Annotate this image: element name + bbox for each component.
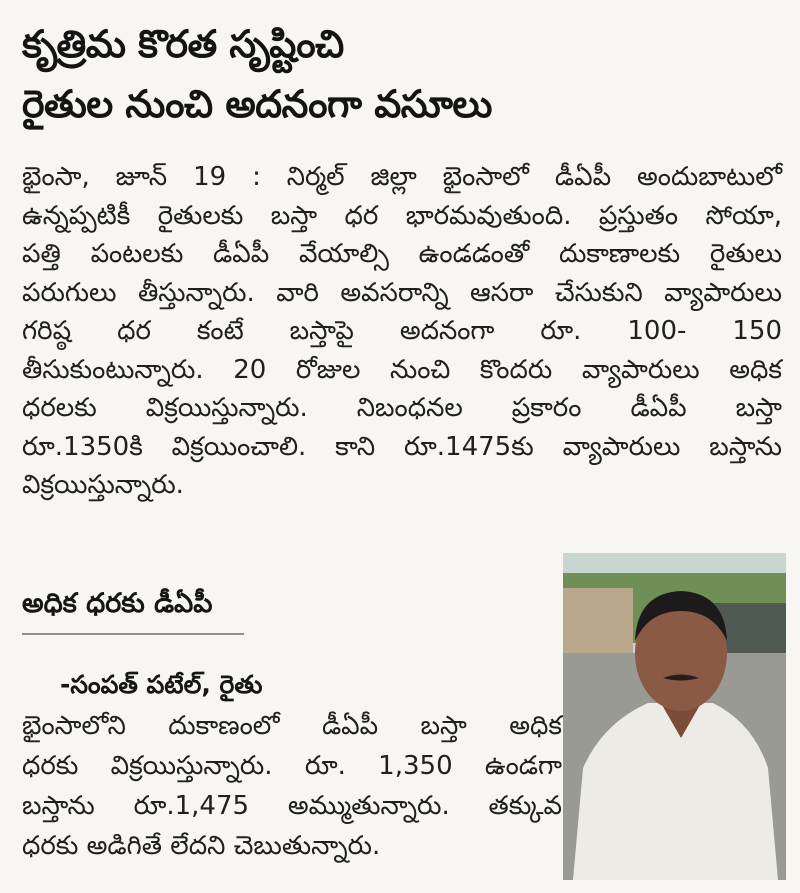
body-line: పత్తి పంటలకు డీఏపీ వేయాల్సి ఉండడంతో దుకాణాలకు రైతులు bbox=[22, 239, 782, 269]
subheading: అధిక ధరకు డీఏపీ bbox=[22, 588, 213, 619]
body-line: ఉన్నప్పటికీ రైతులకు బస్తా ధర భారమవుతుంది. ప్రస్తుతం సోయా, bbox=[22, 200, 782, 231]
body-line: పరుగులు తీస్తున్నారు. వారి అవసరాన్ని ఆసరా చేసుకుని వ్యాపారులు bbox=[22, 277, 782, 308]
farmer-photo bbox=[563, 553, 786, 880]
article-body bbox=[22, 158, 782, 505]
byline: -సంపత్ పటేల్, రైతు bbox=[60, 670, 263, 699]
photo-building bbox=[563, 588, 633, 658]
body-line: గరిష్ఠ ధర కంటే బస్తాపై అదనంగా రూ. 100- 150 bbox=[22, 316, 782, 346]
headline bbox=[22, 14, 782, 134]
body-line: విక్రయిస్తున్నారు. bbox=[22, 470, 184, 500]
headline-line-1: కృత్రిమ కొరత సృష్టించి bbox=[22, 22, 344, 66]
body-line: తీసుకుంటున్నారు. 20 రోజుల నుంచి కొందరు వ్యాపారులు అధిక bbox=[22, 354, 782, 385]
quote-line: ధరకు విక్రయిస్తున్నారు. రూ. 1,350 ఉండగా bbox=[22, 751, 562, 781]
quote-line: బస్తాను రూ.1,475 అమ్ముతున్నారు. తక్కువ bbox=[22, 791, 562, 821]
farmer-portrait-image bbox=[563, 553, 786, 880]
quote-line: భైంసాలోని దుకాణంలో డీఏపీ బస్తా అధిక bbox=[22, 711, 562, 741]
body-line: రూ.1350కి విక్రయించాలి. కాని రూ.1475కు వ్యాపారులు బస్తాను bbox=[22, 431, 782, 462]
headline-line-2: రైతుల నుంచి అదనంగా వసూలు bbox=[22, 82, 492, 126]
quote-body bbox=[22, 706, 562, 866]
body-line: భైంసా, జూన్ 19 : నిర్మల్ జిల్లా భైంసాలో డీఏపీ అందుబాటులో bbox=[22, 162, 782, 192]
divider bbox=[22, 633, 244, 635]
quote-line: ధరకు అడిగితే లేదని చెబుతున్నారు. bbox=[22, 831, 381, 861]
body-line: ధరలకు విక్రయిస్తున్నారు. నిబంధనల ప్రకారం డీఏపీ బస్తా bbox=[22, 393, 782, 423]
